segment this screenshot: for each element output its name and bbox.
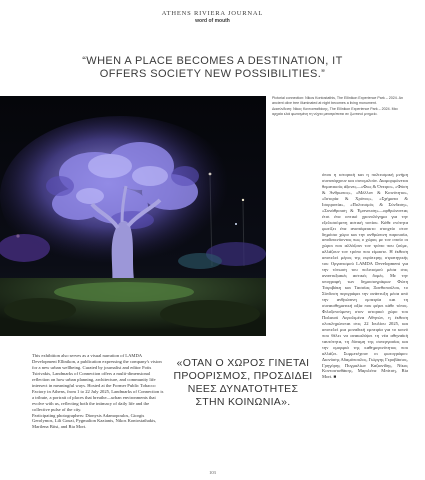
body-text-greek: όπου η ιστορική και η πολιτισμική μνήμη συνυπάρχουν και συνομιλούν. Διαμορφώνεται θεματικούς άξονες—«Φως & Όνειρο», «Φύση & Άνθρωπος», «Μέλλον & Κοινότητα», «Ιστορία & Χρόνος», «Σχήματα & Ισορροπία», «Πολιτισμός & Σύνδεση», «Συνάθροιση & Έμπνευση»—αρθρώνοντας έτσι ένα οπτικό χρονολόγημα για την εξελισσόμενη αστική τοπίου. Κάθε ενότητα φωτίζει ένα αναπόφευκτο στοιχείο στον δημόσιο χώρο και την ανθρώπινη παρουσία, αποδεικνύοντας πως ο χώρος με τον οποίο οι χώροι που αλλάζουν τον τρόπο που ζούμε, αλλάζουν τον τρόπο που είμαστε. Η έκθεση αποτελεί μέρος της ευρύτερης στρατηγικής του Οργανισμού LAMDA Development για την τόνωση του πολιτισμού μέσα στις αναπτυξιακές αστικές δομές. Με την υπογραφή των δημοσιογράφων Φώτη Τσιριβάκη και Τασσίας Ξανθοπούλου, το Σύνδεση περιγράφει την ανάπτυξη μέσα από την ανθρώπινη εμπειρία και τη συναισθηματική αξία που φέρει κάθε τόπος. Φιλοξενούμενη στον ιστορικό χώρο του Παλαιού Αερολιμένα Αθηνών, η έκθεση ολοκληρώνεται στις 22 Ιουλίου 2025, και αποτελεί μια μοναδική εμπειρία για το κοινό που θέλει να ανακαλύψει τη νέα αθηναϊκή ταυτότητα, τη δύναμη της συνεργασίας και την ομορφιά της καθημερινότητας που αλλάζει. Συμμετέχουν οι φωτογράφοι: Διονύσης Αδαμόπουλος, Γιώργης Γεροβάσιος, Γρηγόρης Πυγμαλίων Καζιανίδης, Νίκος Κοντοσταθάκης, Μαριλένα Μπίτση, Ria Mort. ■ <box>322 172 408 380</box>
pull-quote-greek: «ΟΤΑΝ Ο ΧΩΡΟΣ ΓΙΝΕΤΑΙ ΠΡΟΟΡΙΣΜΟΣ, ΠΡΟΣΔΙΔΕΙ ΝΕΕΣ ΔΥΝΑΤΟΤΗΤΕΣ ΣΤΗΝ ΚΟΙΝΩΝΙΑ». <box>173 357 313 408</box>
photo-caption <box>272 96 407 117</box>
body-paragraph: This exhibition also serves as a visual narration of LAMDA Development Ellinikon, a publication expressing the company's vision for a new urban wellbeing. Curated by journalist and editor Fotis Tsirivakis, Landmarks of Connection offers a multi-dimensional reflection on how urban planning, architecture, and community life intersect in meaningful ways. Hosted at the Former Public Tobacco Factory in Athens, from 1 to 22 July 2025, Landmarks of Connection is a tribute, a portrait of places that breathe—urban environments that evolve with us, reflecting both the intimacy of daily life and the collective pulse of the city. <box>32 353 164 412</box>
page-number: 103 <box>209 470 216 475</box>
olive-tree-photo <box>0 96 266 336</box>
pull-quote-english: “WHEN A PLACE BECOMES A DESTINATION, IT OFFERS SOCIETY NEW POSSIBILITIES.” <box>82 55 343 80</box>
caption-english: Pictorial connection: Nikos Kontostathis, The Ellinikon Experience Park – 2024. An ancient olive tree illuminated at night becomes a living monument. <box>272 96 403 106</box>
body-text-english <box>32 353 165 430</box>
photographers-credit: Participating photographers: Dionysis Adamopoulos, Giorgis Gerolymos, Lili Gouzi, Pygmalion Kazianis, Nikos Kontostathakis, Marilena Bitsi, and Ria Mort. <box>32 412 157 430</box>
masthead <box>0 10 425 24</box>
section-label: word of mouth <box>195 18 230 24</box>
caption-greek: Διασύνδεση: Νίκος Κοντοσταθάκης, The Ellinikon Experience Park – 2024. Μια αρχαία ελιά φωτισμένη τη νύχτα μετατρέπεται σε ζωντανό μνημείο. <box>272 106 398 116</box>
magazine-title: ATHENS RIVIERA JOURNAL <box>161 10 264 17</box>
